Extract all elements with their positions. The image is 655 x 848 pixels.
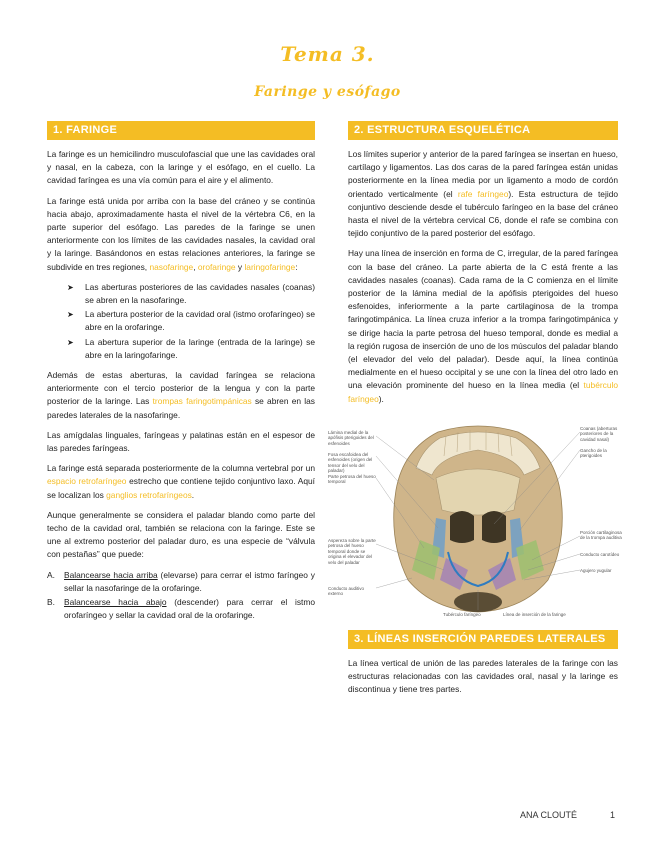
- lettered-list: [47, 569, 315, 623]
- list-item: A. Balancearse hacia arriba (elevarse) para cerrar el istmo faríngeo y sellar la nasofaringe de la orofaringe.: [47, 569, 315, 593]
- page-number: 1: [610, 810, 616, 820]
- left-column: [47, 121, 315, 624]
- paragraph: Los límites superior y anterior de la pared faríngea se insertan en hueso, cartílago y ligamentos. Las dos caras de la pared faríngea están unidas posteriormente en la línea media por un ligamento a modo de cordón orientado verticalmente (el rafe faríngeo). Esta estructura de tejido conjuntivo desciende desde el tubérculo faríngeo en la base del cráneo hasta el nivel de la vértebra cervical C6, donde el rafe se combina con tejido conjuntivo de la pared posterior del esófago.: [348, 149, 619, 239]
- highlight-term: nasofaringe: [149, 261, 194, 272]
- paragraph: Aunque generalmente se considera el paladar blando como parte del techo de la cavidad oral, también se relaciona con la faringe. Este se une al extremo posterior del paladar duro, es una especie de “válvula con pestañas” que puede:: [47, 509, 315, 560]
- paragraph: La línea vertical de unión de las paredes laterales de la faringe con las estructuras relacionadas con las cavidades oral, nasal y la laringe es discontinua y tiene tres partes.: [348, 657, 618, 695]
- highlight-term: tubérculo faríngeo: [348, 380, 618, 404]
- paragraph: La faringe es un hemicilindro musculofascial que une las cavidades oral y nasal, en la cabeza, con la laringe y el esófago, en el cuello. La cavidad faríngea es una vía común para el aire y el alimento.: [47, 149, 315, 186]
- list-item: ➤ La abertura superior de la laringe (entrada de la laringe) se abre en la laringofaringe.: [67, 336, 315, 360]
- figure-label: Fosa escafoidea del esfenoides (origen del tensor del velo del paladar): [328, 451, 373, 474]
- section-heading-lineas: 3. LÍNEAS INSERCIÓN PAREDES LATERALES: [348, 630, 618, 649]
- paragraph: Hay una línea de inserción en forma de C, irregular, de la pared faríngea con la base del cráneo. La parte abierta de la C está frente a las cavidades nasales (coanas). Cada rama de la C comienza en el límite posterior de la lámina medial de la apófisis pterigoides del hueso esfenoides, inferiormente a la parte cartilaginosa de la trompa faringotimpánica. La línea cruza inferior a la trompa faringotimpánica y se dirige hacia la parte petrosa del hueso temporal, donde es medial a la región rugosa de inserción de uno de los músculos del paladar blando (el elevador del velo del paladar). Desde aquí, la línea continúa medialmente en el hueso occipital y se une con la línea del otro lado en una elevación prominente del hueso en la línea media (el tubérculo faríngeo).: [348, 248, 618, 404]
- highlight-term: laringofaringe: [244, 261, 296, 272]
- figure-label: Tubérculo faríngeo: [443, 611, 481, 617]
- list-item: ➤ La abertura posterior de la cavidad oral (istmo orofaríngeo) se abre en la orofaringe.: [67, 309, 315, 333]
- document-subtitle: Faringe y esófago: [254, 84, 401, 100]
- figure-label: Parte petrosa del hueso temporal: [328, 473, 376, 485]
- highlight-term: trompas faringotimpánicas: [152, 396, 252, 407]
- figure-label: Lámina medial de la apófisis pterigoides del esfenoides: [328, 429, 374, 446]
- figure-label: Conducto auditivo externo: [328, 585, 365, 597]
- skull-base-figure: [328, 420, 628, 620]
- document-title: Tema 3.: [280, 42, 375, 66]
- highlight-term: rafe faríngeo: [457, 188, 509, 199]
- arrow-bullet-icon: ➤: [67, 282, 74, 292]
- figure-label: Gancho de la pterigoides: [580, 447, 607, 459]
- list-item: B. Balancearse hacia abajo (descender) para cerrar el istmo orofaríngeo y sellar la cavidad oral de la orofaringe.: [47, 597, 316, 621]
- paragraph: Además de estas aberturas, la cavidad faríngea se relaciona anteriormente con el tercio posterior de la lengua y con la parte posterior de la laringe. Las trompas faringotimpánicas se abren en las paredes laterales de la nasofaringe.: [47, 370, 315, 420]
- footer-author: ANA CLOUTÉ: [520, 810, 578, 820]
- figure-label: Línea de inserción de la faringe: [503, 611, 566, 617]
- paragraph: Las amígdalas linguales, faríngeas y palatinas están en el espesor de las paredes faríngeas.: [47, 429, 315, 454]
- figure-label: Agujero yugular: [580, 567, 612, 573]
- figure-label: Aspereza sobre la parte petrosa del hueso temporal donde se origina el elevador del velo del paladar: [328, 537, 376, 565]
- figure-label: Porción cartilaginosa de la trompa auditiva: [580, 529, 622, 541]
- highlight-term: ganglios retrofaríngeos: [106, 489, 192, 500]
- list-item: ➤ Las aberturas posteriores de las cavidades nasales (coanas) se abren en la nasofaringe.: [67, 281, 315, 306]
- figure-label: Conducto carotídeo: [580, 551, 620, 557]
- paragraph: La faringe está separada posteriormente de la columna vertebral por un espacio retrofaríngeo estrecho que contiene tejido conjuntivo laxo. Aquí se localizan los ganglios retrofaríngeos.: [47, 463, 315, 500]
- section-heading-faringe: 1. FARINGE: [47, 121, 315, 140]
- section-heading-estructura: 2. ESTRUCTURA ESQUELÉTICA: [348, 121, 618, 140]
- arrow-bullet-icon: ➤: [67, 337, 74, 347]
- highlight-term: orofaringe: [197, 261, 236, 272]
- arrow-list: [47, 281, 315, 362]
- arrow-bullet-icon: ➤: [67, 310, 74, 320]
- highlight-term: espacio retrofaríngeo: [47, 476, 127, 487]
- right-column: [328, 121, 622, 703]
- figure-label: Coanas (aberturas posteriores de la cavidad nasal): [580, 425, 618, 442]
- paragraph: La faringe está unida por arriba con la base del cráneo y se continúa hacia abajo, aproximadamente hasta el nivel de la vértebra C6, en la parte superior del esófago. Las paredes de la faringe se unen anteriormente con los límites de las cavidades nasales, la cavidad oral y la laringe. Basándonos en estas relaciones anteriores, la faringe se subdivide en tres regiones, nasofaringe, orofaringe y laringofaringe:: [47, 195, 315, 272]
